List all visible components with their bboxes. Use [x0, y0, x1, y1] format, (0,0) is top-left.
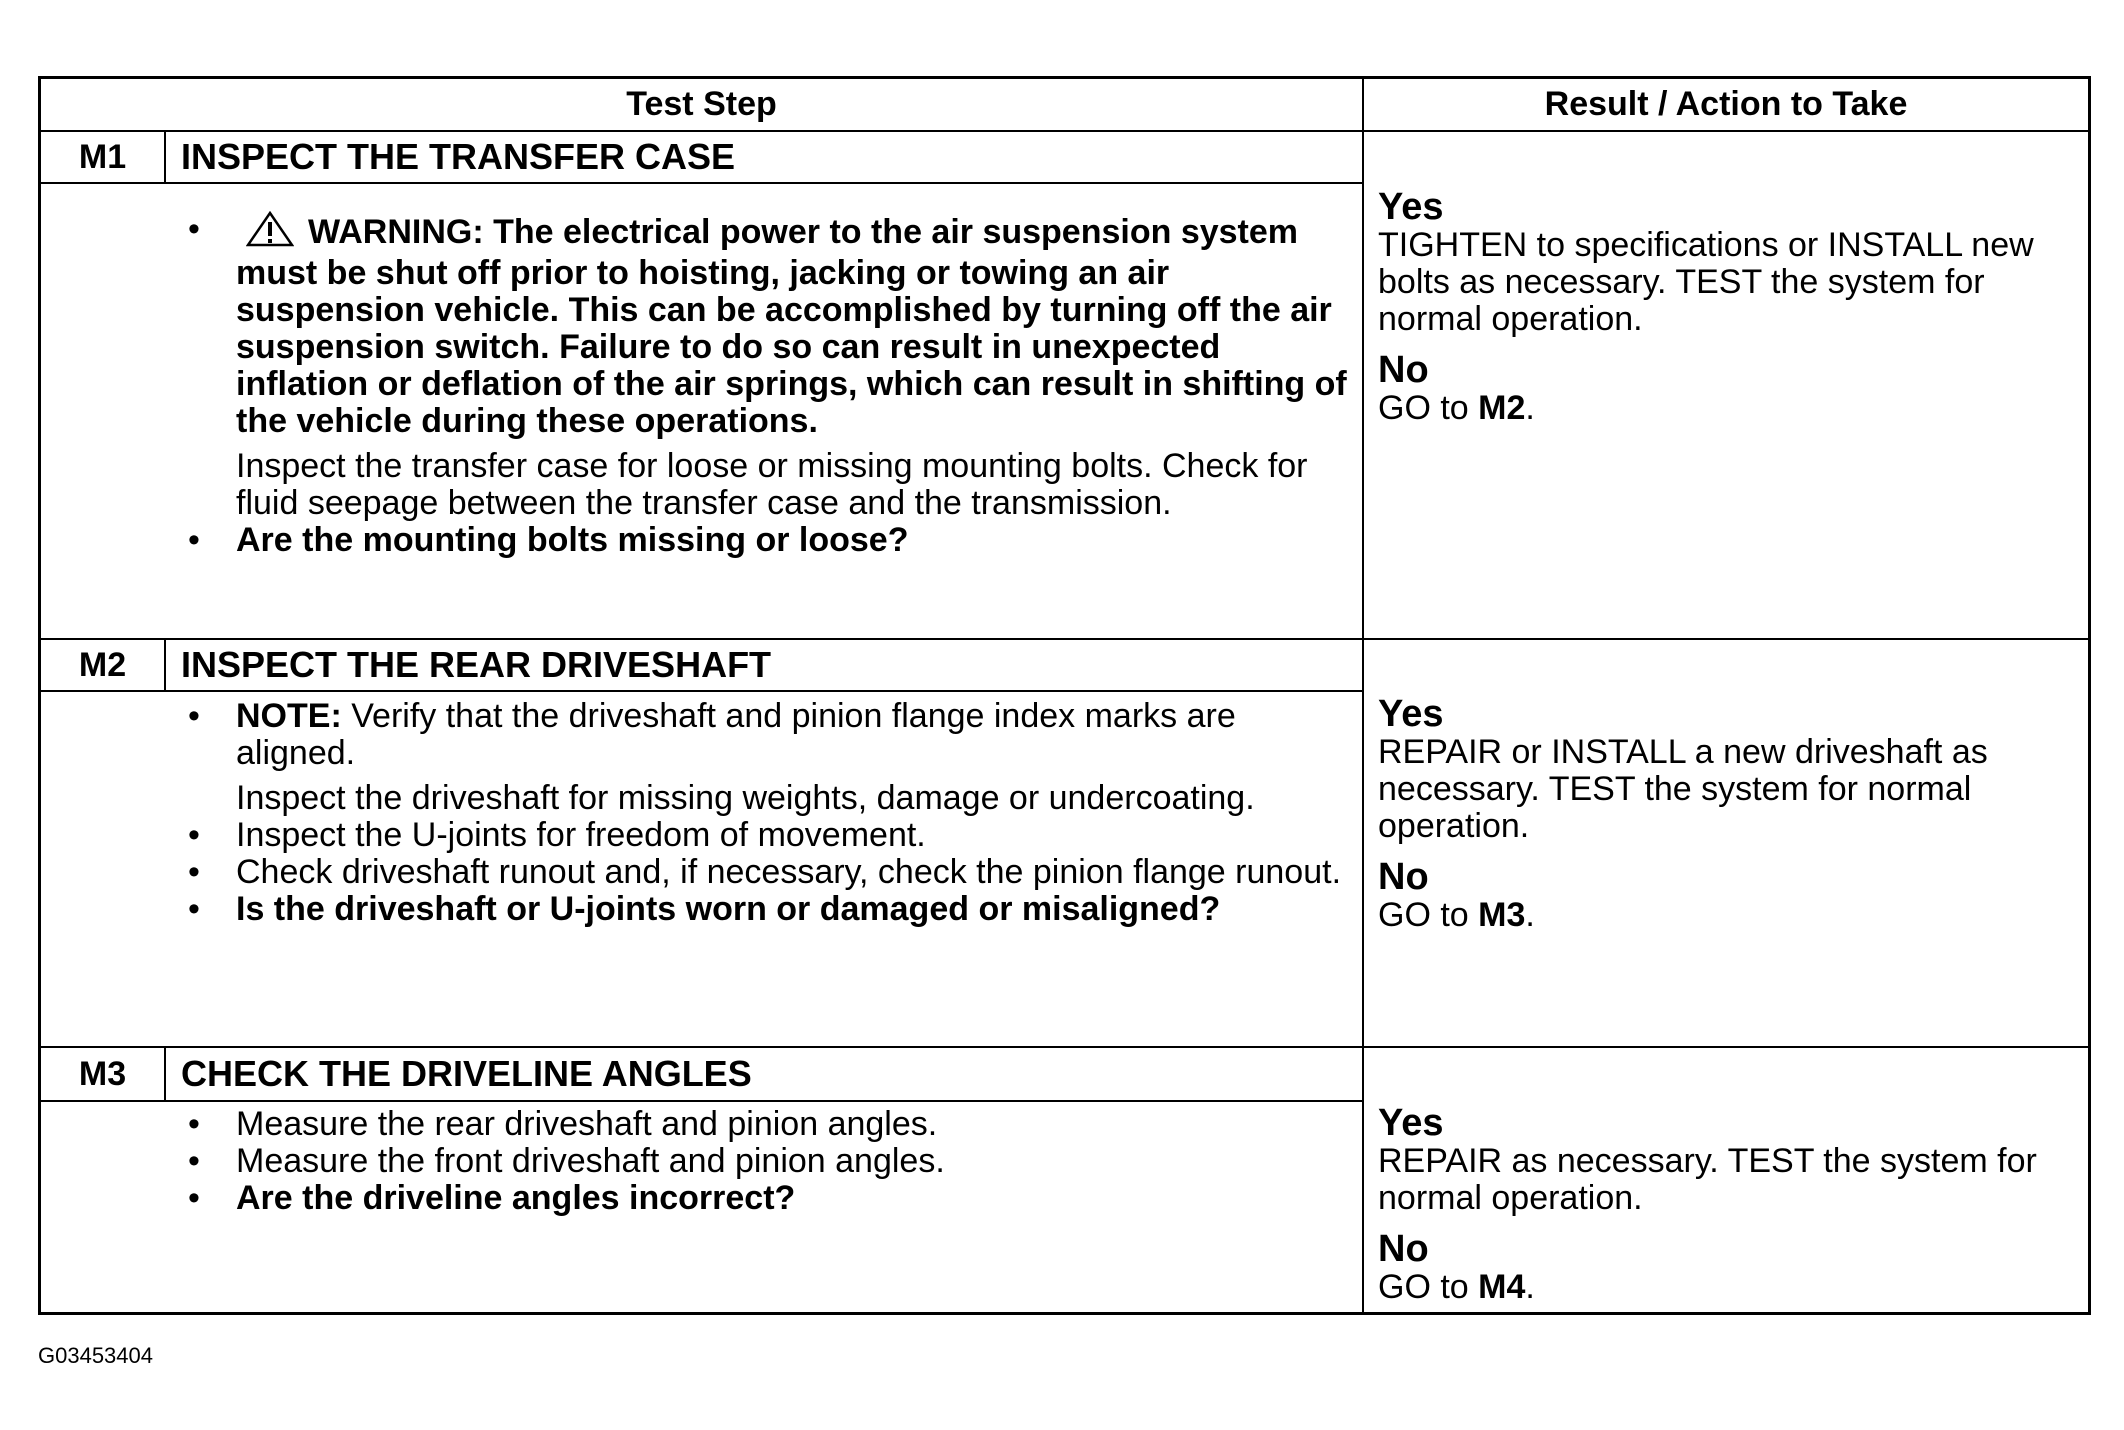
header-result-action: Result / Action to Take [1544, 85, 1908, 123]
step-id-divider [164, 1046, 166, 1100]
step-title-m3: CHECK THE DRIVELINE ANGLES [181, 1053, 752, 1094]
step-body-m1 [184, 211, 1354, 559]
step-id-m3: M3 [78, 1055, 127, 1093]
no-label: No [1378, 856, 1429, 898]
instruction-text: Inspect the transfer case for loose or missing mounting bolts. Check for fluid seepage between the transfer case and the transmission. [236, 447, 1308, 522]
step-body-m3 [184, 1106, 1354, 1217]
result-m1 [1378, 187, 2088, 427]
step-id-divider [164, 638, 166, 690]
bullet-item: • Measure the front driveshaft and pinion angles. [184, 1143, 1354, 1180]
note-text: Verify that the driveshaft and pinion flange index marks are aligned. [236, 697, 1236, 772]
step-title-rule [41, 690, 1362, 692]
question-text: • Are the driveline angles incorrect? [184, 1180, 1354, 1217]
step-title-rule [41, 182, 1362, 184]
yes-action: REPAIR as necessary. TEST the system for normal operation. [1378, 1142, 2037, 1217]
question-text: • Are the mounting bolts missing or loose? [184, 522, 1354, 559]
no-action: GO to M3. [1378, 896, 1535, 934]
step-title-m1: INSPECT THE TRANSFER CASE [181, 136, 736, 177]
next-step-ref: M3 [1478, 896, 1526, 934]
step-id-m2: M2 [78, 646, 127, 684]
no-label: No [1378, 349, 1429, 391]
yes-action: REPAIR or INSTALL a new driveshaft as necessary. TEST the system for normal operation. [1378, 733, 1988, 845]
next-step-ref: M4 [1478, 1268, 1526, 1306]
question-text: • Is the driveshaft or U-joints worn or damaged or misaligned? [184, 891, 1354, 928]
no-action: GO to M4. [1378, 1268, 1535, 1306]
step-id-divider [164, 130, 166, 182]
result-m2 [1378, 694, 2088, 934]
diagnostic-table [38, 76, 2091, 1315]
step-id-m1: M1 [78, 138, 127, 176]
yes-action: TIGHTEN to specifications or INSTALL new bolts as necessary. TEST the system for normal operation. [1378, 226, 2034, 338]
no-action: GO to M2. [1378, 389, 1535, 427]
bullet-item: • Inspect the U-joints for freedom of movement. [184, 817, 1354, 854]
bullet-item: • Check driveshaft runout and, if necessary, check the pinion flange runout. [184, 854, 1354, 891]
step-title-rule [41, 1100, 1362, 1102]
note-label: NOTE: [236, 697, 342, 735]
header-test-step: Test Step [626, 85, 777, 123]
warning-triangle-icon [246, 211, 294, 255]
note-item [184, 698, 1354, 772]
step-title-m2: INSPECT THE REAR DRIVESHAFT [181, 644, 772, 685]
step-body-m2 [184, 698, 1354, 928]
next-step-ref: M2 [1478, 389, 1526, 427]
warning-item [184, 211, 1354, 440]
no-label: No [1378, 1228, 1429, 1270]
column-divider [1362, 79, 1364, 1312]
yes-label: Yes [1378, 693, 1444, 735]
yes-label: Yes [1378, 1102, 1444, 1144]
figure-id: G03453404 [38, 1343, 153, 1368]
yes-label: Yes [1378, 186, 1444, 228]
warning-text: WARNING: The electrical power to the air suspension system must be shut off prior to hoisting, jacking or towing an air suspension vehicle. This can be accomplished by turning off the air suspension switch. Failure to do so can result in unexpected inflation or deflation of the air springs, which can result in shifting of the vehicle during these operations. [236, 213, 1347, 440]
result-m3 [1378, 1103, 2088, 1306]
instruction-text: Inspect the driveshaft for missing weights, damage or undercoating. [236, 779, 1255, 817]
bullet-item: • Measure the rear driveshaft and pinion angles. [184, 1106, 1354, 1143]
